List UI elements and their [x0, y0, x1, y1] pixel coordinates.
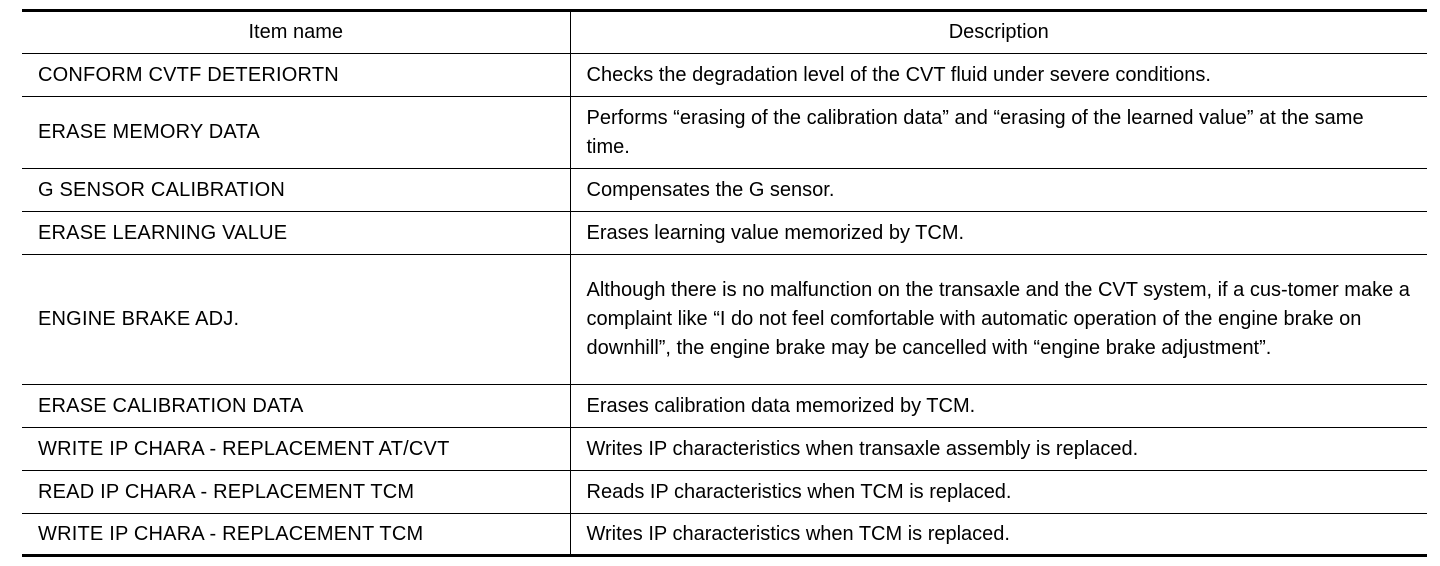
header-description: Description	[570, 11, 1427, 54]
description-cell: Erases calibration data memorized by TCM.	[570, 385, 1427, 428]
description-cell: Erases learning value memorized by TCM.	[570, 212, 1427, 255]
item-name-cell: CONFORM CVTF DETERIORTN	[22, 54, 570, 97]
description-cell: Performs “erasing of the calibration data” and “erasing of the learned value” at the same time.	[570, 97, 1427, 169]
table-row	[22, 471, 1427, 514]
table-row	[22, 255, 1427, 385]
header-item-name: Item name	[22, 11, 570, 54]
item-name-cell: WRITE IP CHARA - REPLACEMENT AT/CVT	[22, 428, 570, 471]
item-name-cell: ERASE CALIBRATION DATA	[22, 385, 570, 428]
description-cell: Compensates the G sensor.	[570, 169, 1427, 212]
table-row	[22, 169, 1427, 212]
description-cell: Checks the degradation level of the CVT fluid under severe conditions.	[570, 54, 1427, 97]
description-cell: Reads IP characteristics when TCM is replaced.	[570, 471, 1427, 514]
item-name-cell: ERASE LEARNING VALUE	[22, 212, 570, 255]
item-name-cell: READ IP CHARA - REPLACEMENT TCM	[22, 471, 570, 514]
table-row	[22, 54, 1427, 97]
item-name-cell: G SENSOR CALIBRATION	[22, 169, 570, 212]
description-cell: Writes IP characteristics when transaxle assembly is replaced.	[570, 428, 1427, 471]
table-header-row	[22, 11, 1427, 54]
table-row	[22, 428, 1427, 471]
table-row	[22, 212, 1427, 255]
table-row	[22, 514, 1427, 556]
table-row	[22, 97, 1427, 169]
description-cell: Although there is no malfunction on the transaxle and the CVT system, if a cus-tomer make a complaint like “I do not feel comfortable with automatic operation of the engine brake on downhill”, the engine brake may be cancelled with “engine brake adjustment”.	[570, 255, 1427, 385]
item-name-cell: ERASE MEMORY DATA	[22, 97, 570, 169]
work-support-table	[22, 9, 1427, 557]
item-name-cell: ENGINE BRAKE ADJ.	[22, 255, 570, 385]
description-cell: Writes IP characteristics when TCM is replaced.	[570, 514, 1427, 556]
table-row	[22, 385, 1427, 428]
item-name-cell: WRITE IP CHARA - REPLACEMENT TCM	[38, 522, 424, 545]
